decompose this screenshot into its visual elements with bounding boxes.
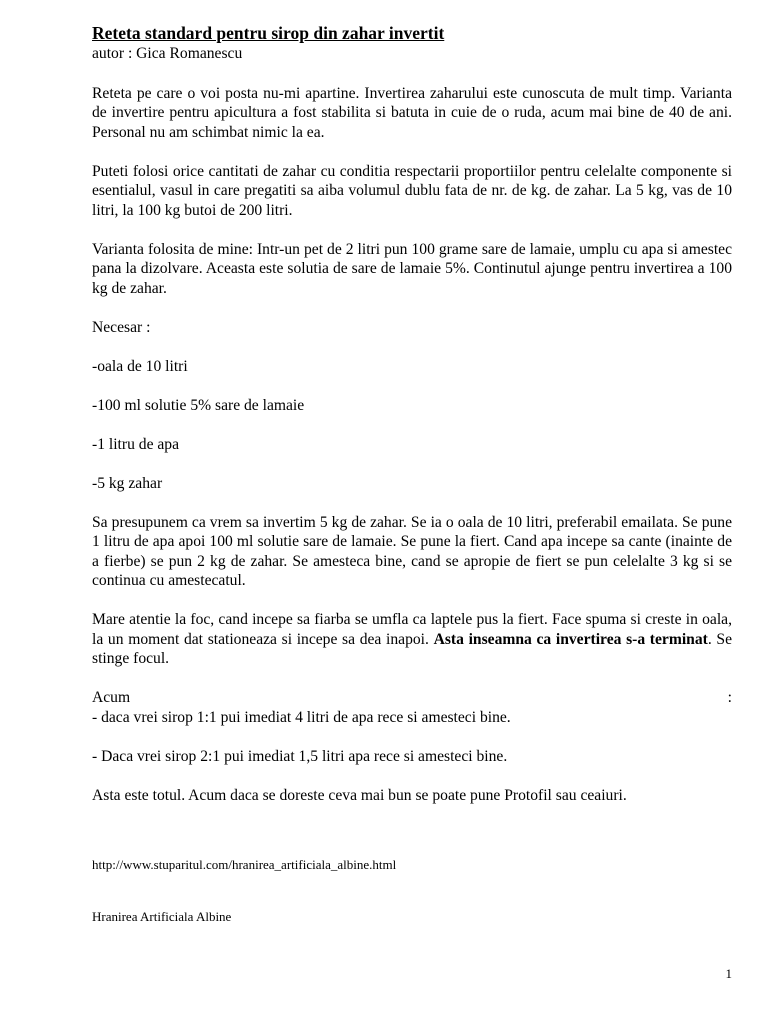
- paragraph-warning: [92, 610, 732, 669]
- page-number: 1: [725, 966, 732, 981]
- document-author: autor : Gica Romanescu: [92, 45, 243, 62]
- acum-colon: :: [727, 689, 732, 706]
- list-item: -5 kg zahar: [92, 474, 163, 492]
- paragraph-procedure: Sa presupunem ca vrem sa invertim 5 kg de zahar. Se ia o oala de 10 litri, preferabil emailata. Se pune 1 litru de apa apoi 100 ml solutie sare de lamaie. Se pune la fiert. Cand apa incepe sa cante (inainte de a fierbe) se pun 2 kg de zahar. Se amesteca bine, cand se apropie de fiert se pun celelalte 3 kg si se continua cu amestecatul.: [92, 513, 732, 589]
- acum-line: [92, 688, 732, 708]
- footer-label: Hranirea Artificiala Albine: [92, 909, 232, 924]
- list-item: -oala de 10 litri: [92, 357, 188, 375]
- paragraph-intro: Reteta pe care o voi posta nu-mi apartine. Invertirea zaharului este cunoscuta de mult timp. Varianta de invertire pentru apicultura a fost stabilita si batuta in cuie de o ruda, acum mai bine de 40 de ani. Personal nu am schimbat nimic la ea.: [92, 84, 732, 141]
- list-item: -1 litru de apa: [92, 435, 180, 453]
- sirop-1-1-line: - daca vrei sirop 1:1 pui imediat 4 litri de apa rece si amesteci bine.: [92, 708, 511, 726]
- document-body: [92, 22, 732, 825]
- warning-text-bold: Asta inseamna ca invertirea s-a terminat: [433, 630, 708, 648]
- acum-word: Acum: [92, 689, 131, 706]
- warning-text-end: . Se stinge focul.: [92, 630, 732, 667]
- sirop-2-1-line: - Daca vrei sirop 2:1 pui imediat 1,5 litri apa rece si amesteci bine.: [92, 747, 508, 765]
- paragraph-proportions: Puteti folosi orice cantitati de zahar cu conditia respectarii proportiilor pentru celelalte componente si esentialul, vasul in care pregatiti sa aiba volumul dublu fata de nr. de kg. de zahar. La 5 kg, vas de 10 litri, la 100 kg butoi de 200 litri.: [92, 162, 732, 219]
- paragraph-variant: Varianta folosita de mine: Intr-un pet de 2 litri pun 100 grame sare de lamaie, umplu cu apa si amestec pana la dizolvare. Aceasta este solutia de sare de lamaie 5%. Continutul ajunge pentru invertirea a 100 kg de zahar.: [92, 240, 732, 297]
- closing-line: Asta este totul. Acum daca se doreste ceva mai bun se poate pune Protofil sau ceaiuri.: [92, 786, 627, 804]
- warning-text-start: Mare atentie la foc, cand incepe sa fiarba se umfla ca laptele pus la fiert. Face spuma si creste in oala, la un moment dat stationeaza si incepe sa dea inapoi.: [92, 611, 732, 648]
- document-title: Reteta standard pentru sirop din zahar invertit: [92, 23, 445, 43]
- necesar-label: Necesar :: [92, 318, 151, 336]
- list-item: -100 ml solutie 5% sare de lamaie: [92, 396, 305, 414]
- source-url: http://www.stuparitul.com/hranirea_artificiala_albine.html: [92, 857, 397, 872]
